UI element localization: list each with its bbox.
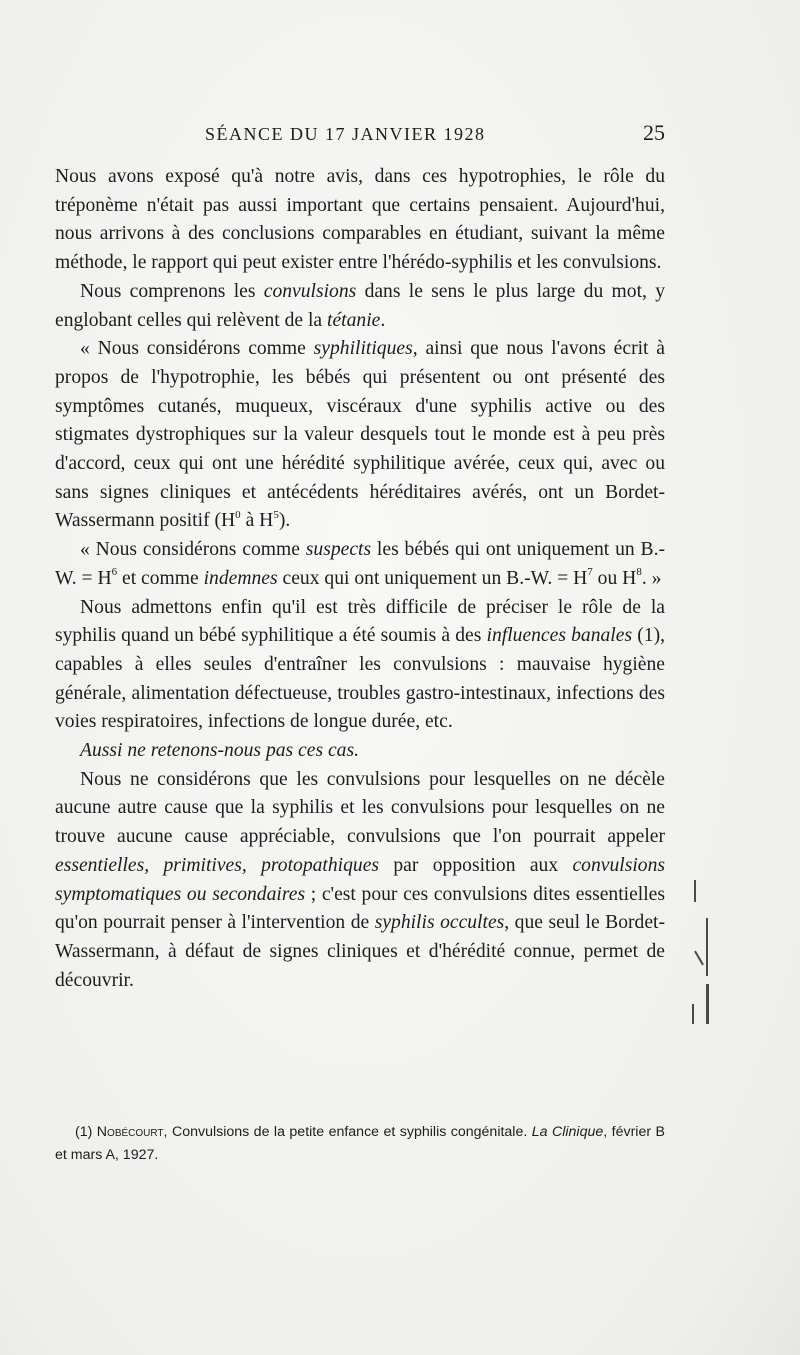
margin-mark xyxy=(706,984,709,1024)
emphasis-tetanie: tétanie xyxy=(327,309,381,331)
paragraph-7: Nous ne considérons que les convulsions pour lesquelles on ne décèle aucune autre cause que la syphilis et les convulsions pour lesquelles on ne trouve aucune cause appréciable, convulsions que l'on pourrait appeler essentielles, primitives, protopathiques par opposition aux convulsions symptomatiques ou secondaires ; c'est pour ces convulsions dites essentielles qu'on pourrait penser à l'intervention de syphilis occultes, que seul le Bordet-Wassermann, à défaut de signes cliniques et d'hérédité connue, permet de découvrir. xyxy=(55,768,666,991)
margin-mark xyxy=(694,951,704,966)
running-head xyxy=(55,118,665,158)
footnote xyxy=(55,1121,665,1167)
emphasis-syphilitiques: syphilitiques xyxy=(313,338,413,360)
emphasis-symptomatiques: convulsions symptomatiques ou secondaires xyxy=(55,854,665,905)
running-title: SÉANCE DU 17 JANVIER 1928 xyxy=(205,124,486,144)
margin-mark xyxy=(706,918,708,976)
paragraph-2: Nous comprenons les convulsions dans le sens le plus large du mot, y englobant celles qui relèvent de la tétanie. xyxy=(55,280,666,331)
paragraph-1: Nous avons exposé qu'à notre avis, dans ces hypotrophies, le rôle du tréponème n'était pas aussi important que certains pensaient. Aujourd'hui, nous arrivons à des conclusions comparables en étudiant, suivant la même méthode, le rapport qui peut exister entre l'hérédo-syphilis et les convulsions. xyxy=(55,166,665,274)
emphasis-syphilis-occultes: syphilis occultes xyxy=(374,912,505,934)
footnote-journal: La Clinique xyxy=(531,1124,604,1140)
emphasis-essentielles: essentielles, primitives, protopathiques xyxy=(55,854,380,876)
paragraph-4-quote: « Nous considérons comme suspects les bébés qui ont uniquement un B.-W. = $H^6$ et comme indemnes ceux qui ont uniquement un B.-W. = $H^7$ ou $H^8$. » xyxy=(55,539,665,589)
emphasis-convulsions: convulsions xyxy=(263,280,357,302)
paragraph-5: Nous admettons enfin qu'il est très difficile de préciser le rôle de la syphilis quand un bébé syphilitique a été soumis à des influences banales (1), capables à elles seules d'entraîner les convulsions : mauvaise hygiène générale, alimentation défectueuse, troubles gastro-intestinaux, infections des voies respiratoires, infections de longue durée, etc. xyxy=(55,596,665,733)
emphasis-indemnes: indemnes xyxy=(203,567,278,589)
emphasis-influences-banales: influences banales xyxy=(486,625,633,647)
footnote-author: Nobécourt xyxy=(96,1124,164,1140)
paragraph-3-quote: « Nous considérons comme syphilitiques, ainsi que nous l'avons écrit à propos de l'hypotrophie, les bébés qui présentent ou ont présenté des symptômes cutanés, muqueux, viscéraux d'une syphilis active ou des stigmates dystrophiques sur la valeur desquels tout le monde est à peu près d'accord, ceux qui ont une hérédité syphilitique avérée, ceux qui, avec ou sans signes cliniques et antécédents héréditaires avérés, ont un Bordet-Wassermann positif ($H^0$ à $H^5$). xyxy=(55,338,665,532)
margin-mark xyxy=(692,1004,694,1024)
footnote-1: (1) Nobécourt, Convulsions de la petite enfance et syphilis congénitale. La Clinique, février B et mars A, 1927. xyxy=(55,1124,665,1163)
margin-pencil-marks xyxy=(688,880,728,1030)
page-number: 25 xyxy=(643,120,665,145)
emphasis-suspects: suspects xyxy=(305,539,372,561)
margin-mark xyxy=(694,880,696,902)
body-text xyxy=(55,163,665,995)
paragraph-6: Aussi ne retenons-nous pas ces cas. xyxy=(80,740,359,762)
